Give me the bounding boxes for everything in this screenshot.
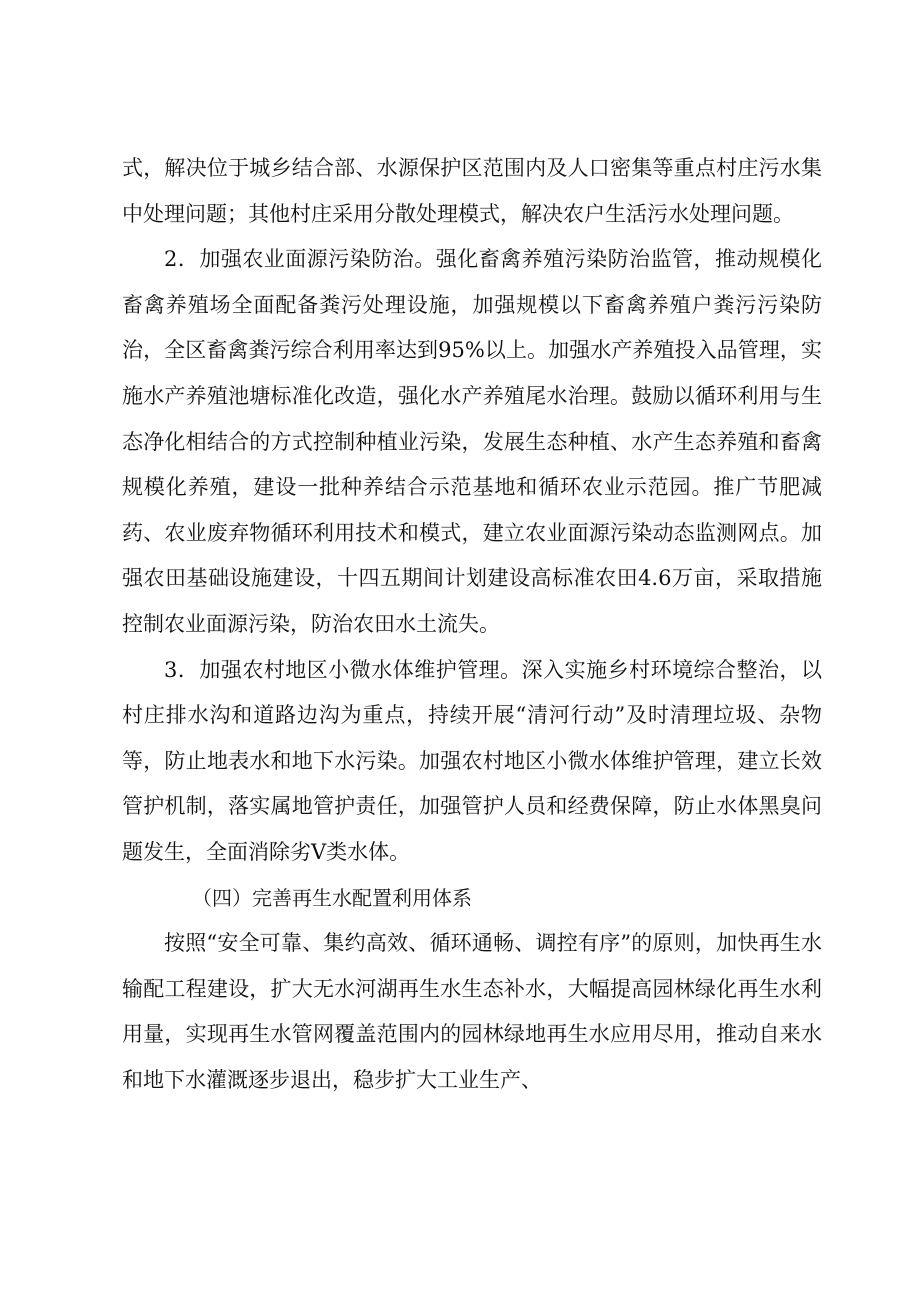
paragraph-small-water-bodies: 3．加强农村地区小微水体维护管理。深入实施乡村环境综合整治，以村庄排水沟和道路边沟为重点，持续开展“清河行动”及时清理垃圾、杂物等，防止地表水和地下水污染。加强农村地区小微水体维护管理，建立长效管护机制，落实属地管护责任，加强管护人员和经费保障，防止水体黑臭问题发生，全面消除劣Ⅴ类水体。 [122, 657, 822, 864]
section-heading: （四）完善再生水配置利用体系 [192, 885, 472, 910]
paragraph-reclaimed-water: 按照“安全可靠、集约高效、循环通畅、调控有序”的原则，加快再生水输配工程建设，扩大无水河湖再生水生态补水，大幅提高园林绿化再生水利用量，实现再生水管网覆盖范围内的园林绿地再生水应用尽用，推动自来水和地下水灌溉逐步退出，稳步扩大工业生产、 [122, 931, 822, 1092]
document-body [122, 146, 822, 1103]
paragraph-agricultural-pollution: 2．加强农业面源污染防治。强化畜禽养殖污染防治监管，推动规模化畜禽养殖场全面配备粪污处理设施，加强规模以下畜禽养殖户粪污污染防治，全区畜禽粪污综合利用率达到95%以上。加强水产养殖投入品管理，实施水产养殖池塘标准化改造，强化水产养殖尾水治理。鼓励以循环利用与生态净化相结合的方式控制种植业污染，发展生态种植、水产生态养殖和畜禽规模化养殖，建设一批种养结合示范基地和循环农业示范园。推广节肥减药、农业废弃物循环利用技术和模式，建立农业面源污染动态监测网点。加强农田基础设施建设，十四五期间计划建设高标准农田4.6万亩，采取措施控制农业面源污染，防治农田水土流失。 [122, 247, 822, 636]
paragraph-continuation: 式，解决位于城乡结合部、水源保护区范围内及人口密集等重点村庄污水集中处理问题；其他村庄采用分散处理模式，解决农户生活污水处理问题。 [122, 156, 822, 226]
